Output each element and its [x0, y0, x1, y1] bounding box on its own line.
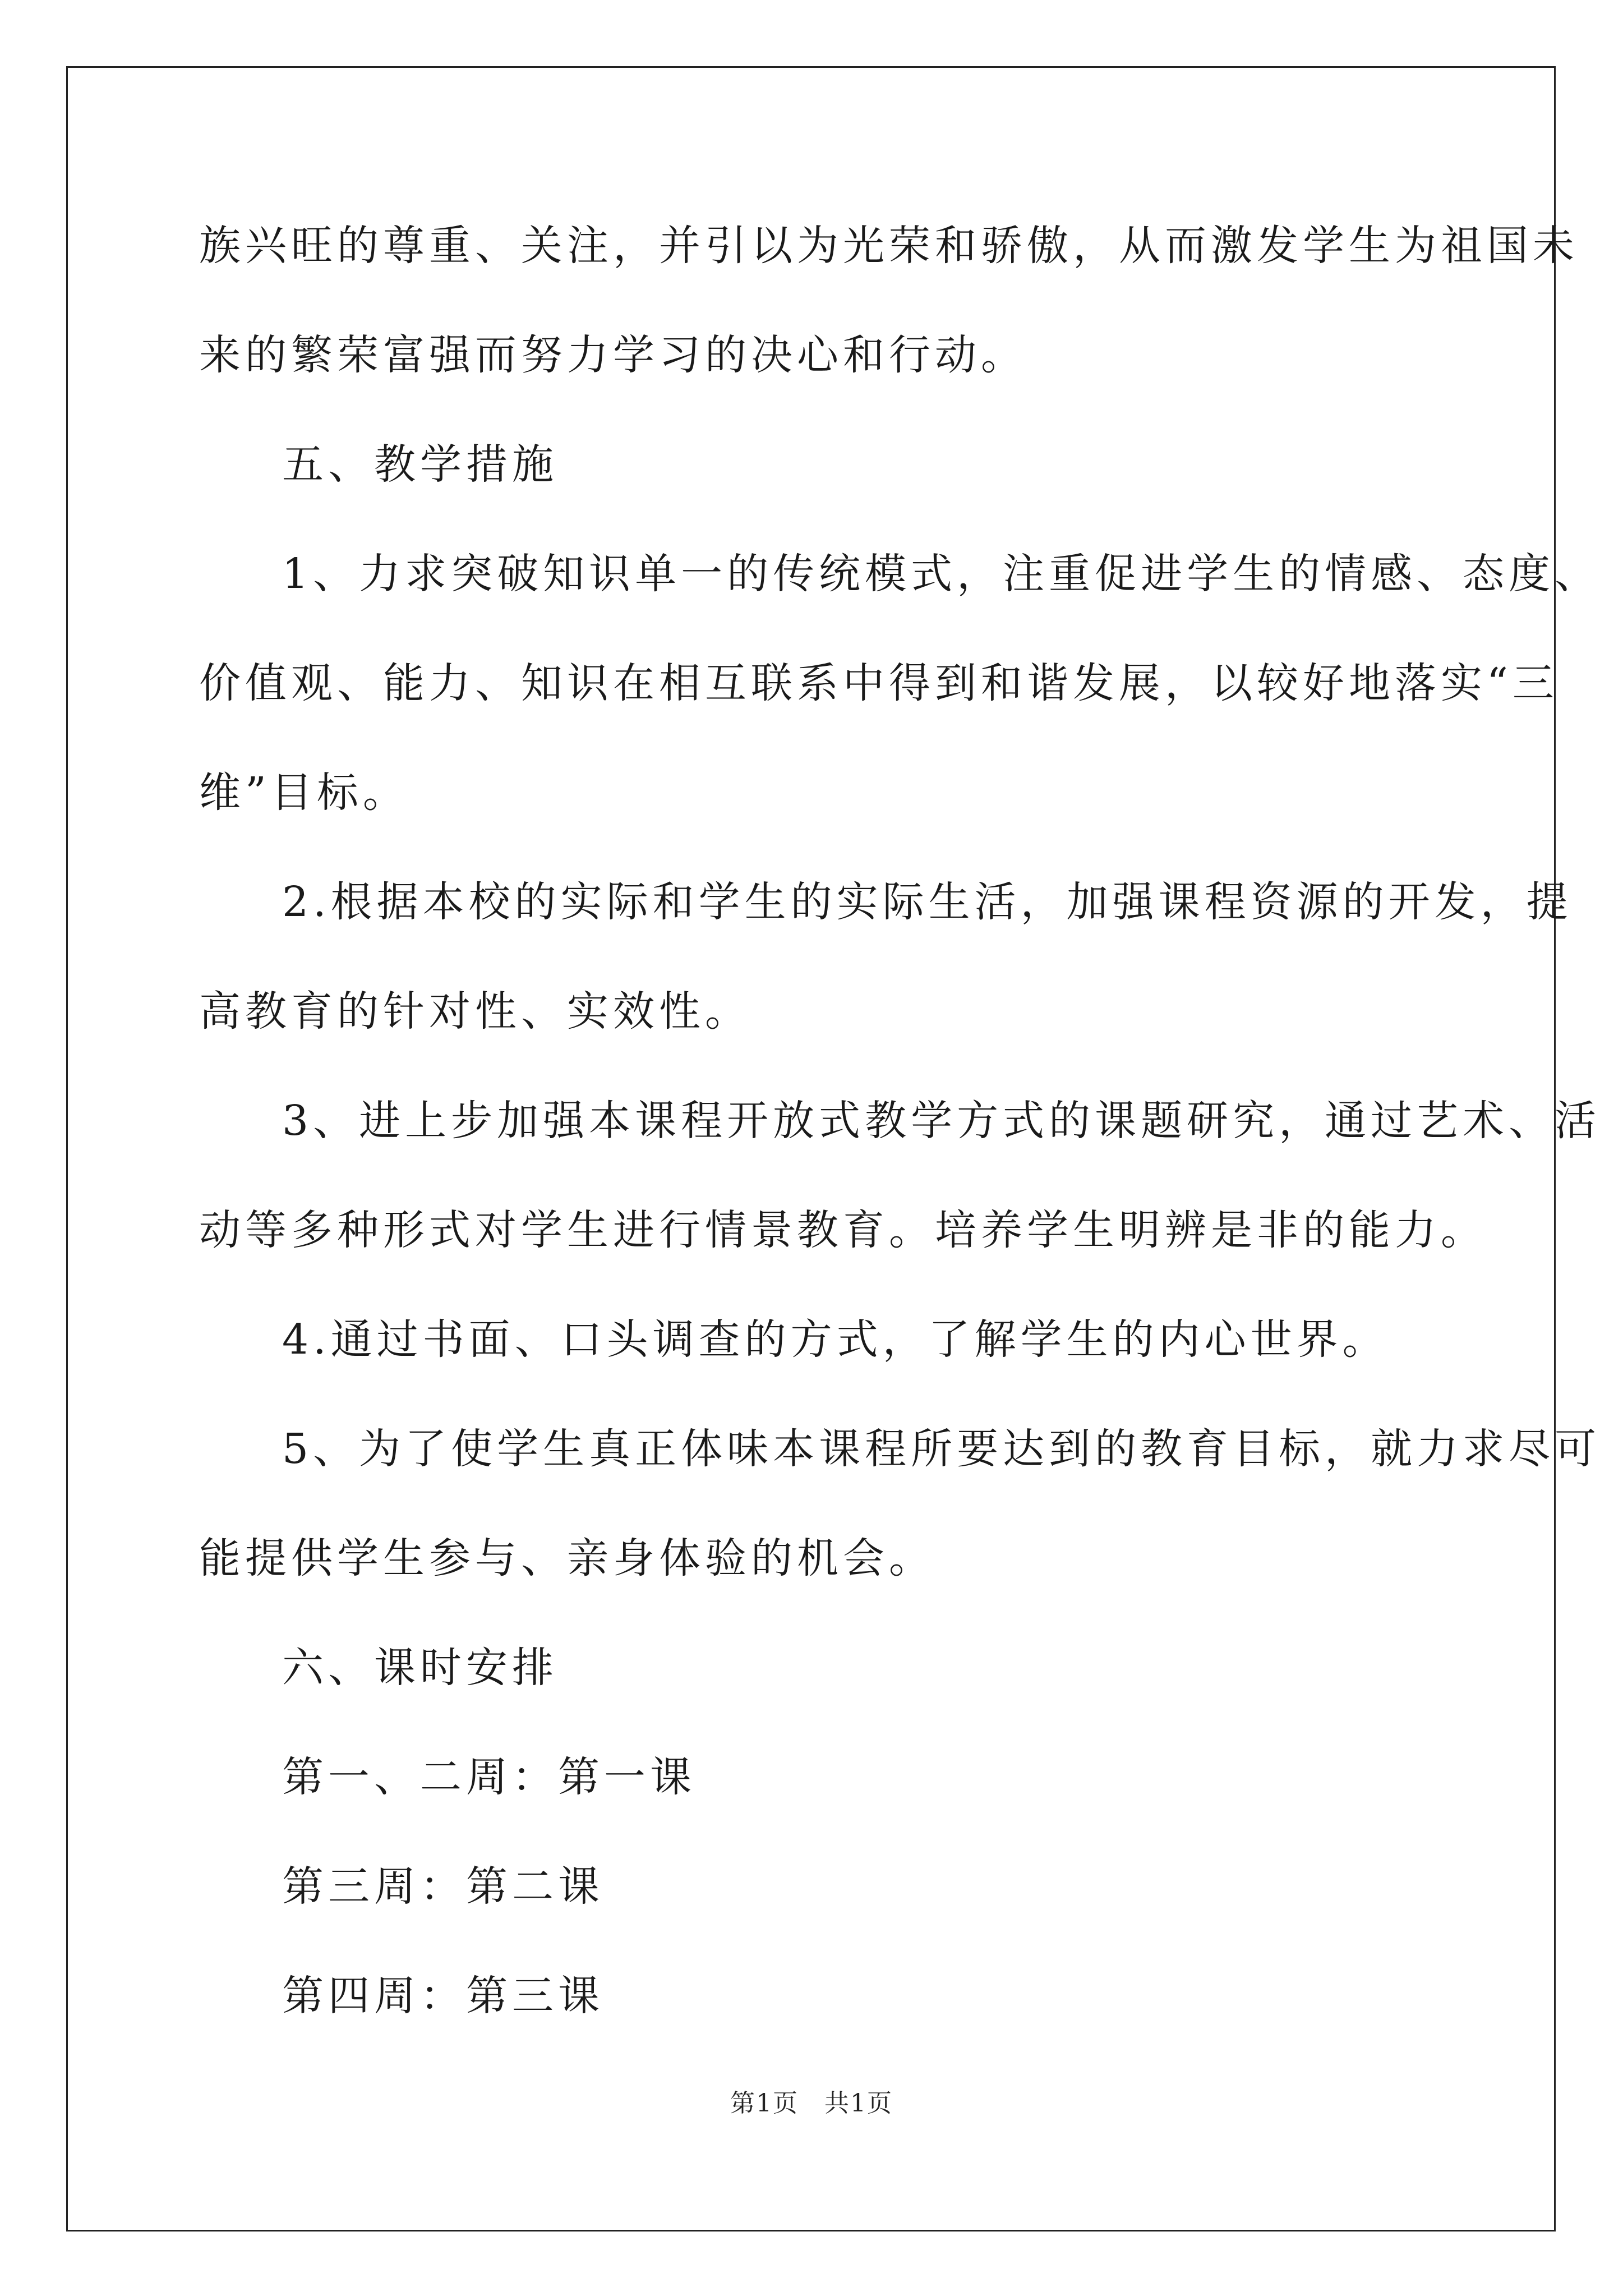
text-line: 高教育的针对性、实效性。	[199, 987, 751, 1036]
text-line: 3、进上步加强本课程开放式教学方式的课题研究，通过艺术、活	[282, 1097, 1601, 1145]
schedule-item: 第一、二周：第一课	[282, 1753, 696, 1801]
text-line: 4.通过书面、口头调查的方式，了解学生的内心世界。	[282, 1315, 1389, 1364]
text-line: 来的繁荣富强而努力学习的决心和行动。	[199, 331, 1027, 379]
text-line: 动等多种形式对学生进行情景教育。培养学生明辨是非的能力。	[199, 1206, 1487, 1254]
schedule-item: 第三周：第二课	[282, 1862, 604, 1911]
schedule-item: 第四周：第三课	[282, 1972, 604, 2020]
text-line: 1、力求突破知识单一的传统模式，注重促进学生的情感、态度、	[282, 550, 1601, 598]
text-line: 能提供学生参与、亲身体验的机会。	[199, 1534, 935, 1582]
text-line: 维”目标。	[199, 769, 409, 817]
section-heading: 六、课时安排	[282, 1644, 558, 1692]
text-line: 价值观、能力、知识在相互联系中得到和谐发展，以较好地落实“三	[199, 659, 1559, 707]
section-heading: 五、教学措施	[282, 440, 558, 489]
page-number: 第1页 共1页	[730, 2089, 893, 2118]
text-line: 族兴旺的尊重、关注，并引以为光荣和骄傲，从而激发学生为祖国未	[199, 222, 1579, 270]
text-line: 5、为了使学生真正体味本课程所要达到的教育目标，就力求尽可	[282, 1425, 1601, 1473]
text-line: 2.根据本校的实际和学生的实际生活，加强课程资源的开发，提	[282, 878, 1573, 926]
